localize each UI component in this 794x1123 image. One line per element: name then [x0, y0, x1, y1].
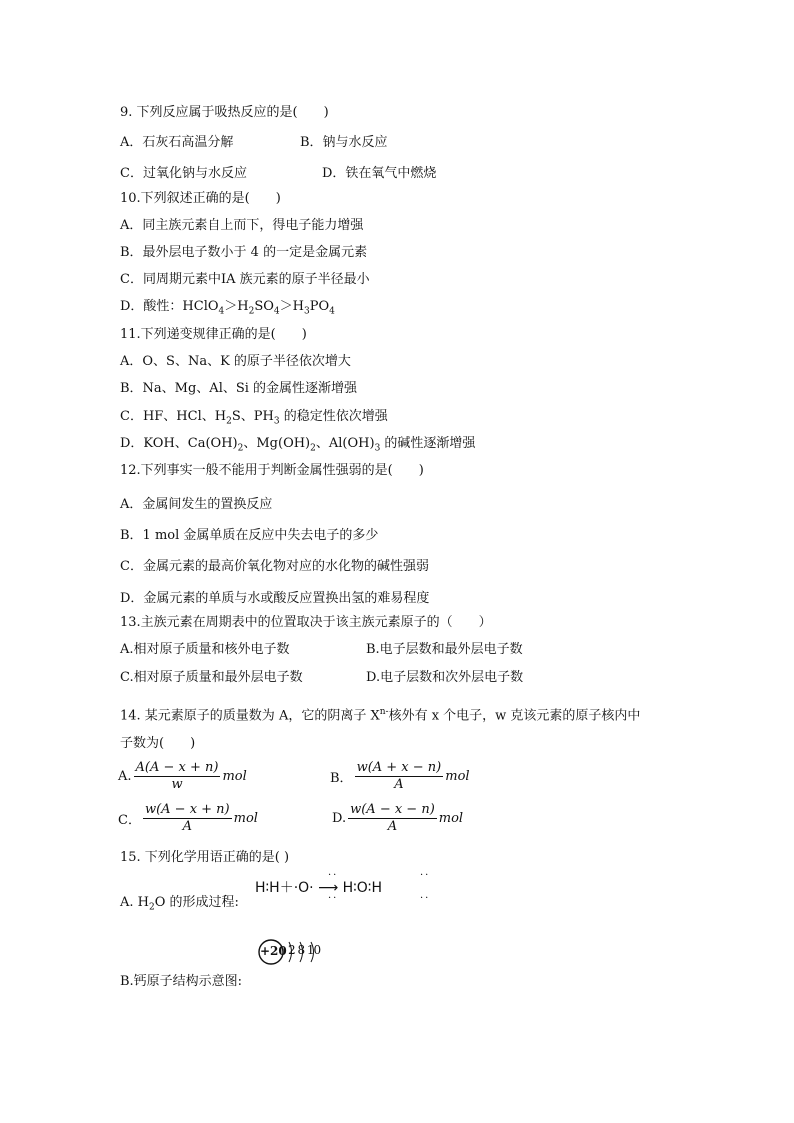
q15-option-a-label: A. $H_2O$ 的形成过程: [120, 895, 239, 913]
q12-option-d: D．金属元素的单质与水或酸反应置换出氢的难易程度 [120, 591, 430, 606]
q14-stem-continued: 子数为( ) [120, 736, 196, 751]
q13-option-c: C.相对原子质量和最外层电子数 [120, 670, 303, 685]
q13-stem: 13.主族元素在周期表中的位置取决于该主族元素原子的（ ） [120, 615, 492, 630]
q10-option-d: D．酸性：$HClO_4>H_2SO_4>H_3PO_4$ [120, 299, 335, 317]
calcium-atom-structure-diagram [255, 936, 330, 970]
q14-option-c: C． $\frac{w(A - x + n)}{A}$ mol [118, 802, 258, 834]
q11-option-d: D．KOH、$Ca(OH)_2$、$Mg(OH)_2$、$Al(OH)_3$ 的碱性逐渐增强 [120, 436, 476, 454]
water-lone-pair-bottom-dots: ·· [420, 893, 431, 904]
oxygen-lone-pair-bottom-dots: ·· [328, 893, 339, 904]
q14-option-a: A. $\frac{A(A - x + n)}{w}$ mol [118, 760, 247, 792]
q15-option-b-label: B.钙原子结构示意图: [120, 974, 243, 989]
q9-option-d: D．铁在氧气中燃烧 [322, 166, 437, 181]
q12-option-b: B．1 mol 金属单质在反应中失去电子的多少 [120, 528, 379, 543]
q10-option-c: C．同周期元素中ⅠA 族元素的原子半径最小 [120, 272, 370, 287]
q11-option-c: C．HF、HCl、$H_2S$、$PH_3$ 的稳定性依次增强 [120, 409, 388, 427]
q14-option-b-fraction: $\frac{w(A + x - n)}{A}$ [356, 760, 442, 792]
q10-option-a: A．同主族元素自上而下，得电子能力增强 [120, 218, 364, 233]
q12-option-a: A．金属间发生的置换反应 [120, 497, 273, 512]
q9-option-b: B．钠与水反应 [300, 135, 388, 150]
shell-electron-counts: 2 8 10 [288, 943, 321, 957]
q11-option-a: A．O、S、Na、K 的原子半径依次增大 [120, 354, 351, 369]
q9-option-c: C．过氧化钠与水反应 [120, 166, 247, 181]
q11-option-b: B．Na、Mg、Al、Si 的金属性逐渐增强 [120, 381, 358, 396]
q12-stem: 12.下列事实一般不能用于判断金属性强弱的是( ) [120, 463, 424, 478]
q14-option-a-fraction: $\frac{A(A - x + n)}{w}$ [135, 760, 219, 792]
q14-stem: 14. 某元素原子的质量数为 A，它的阴离子 $X^{n-}$核外有 x 个电子，w 克该元素的原子核内中 [120, 707, 641, 724]
q14-option-d-fraction: $\frac{w(A - x - n)}{A}$ [350, 802, 435, 834]
q9-stem: 9. 下列反应属于吸热反应的是( ) [120, 105, 329, 120]
water-lone-pair-top-dots: ·· [420, 870, 431, 881]
oxygen-lone-pair-top-dots: ·· [328, 870, 339, 881]
q14-option-b: B． $\frac{w(A + x - n)}{A}$ mol [330, 760, 470, 792]
q14-option-c-fraction: $\frac{w(A - x + n)}{A}$ [144, 802, 230, 834]
q10-option-b: B．最外层电子数小于 4 的一定是金属元素 [120, 245, 368, 260]
q15-h2o-formation-formula: H∶H＋·O· ⟶ H∶O∶H [255, 880, 382, 896]
q13-option-a: A.相对原子质量和核外电子数 [120, 642, 290, 657]
reaction-arrow-icon: ⟶ [318, 880, 339, 896]
q9-option-a: A．石灰石高温分解 [120, 135, 234, 150]
nucleus-charge: +20 [260, 944, 287, 958]
q13-option-d: D.电子层数和次外层电子数 [366, 670, 524, 685]
q13-option-b: B.电子层数和最外层电子数 [366, 642, 523, 657]
q11-stem: 11.下列递变规律正确的是( ) [120, 327, 307, 342]
q12-option-c: C．金属元素的最高价氧化物对应的水化物的碱性强弱 [120, 559, 429, 574]
q15-stem: 15. 下列化学用语正确的是( ) [120, 850, 290, 865]
q10-stem: 10.下列叙述正确的是( ) [120, 191, 281, 206]
q14-option-d: D. $\frac{w(A - x - n)}{A}$ mol [332, 802, 464, 834]
